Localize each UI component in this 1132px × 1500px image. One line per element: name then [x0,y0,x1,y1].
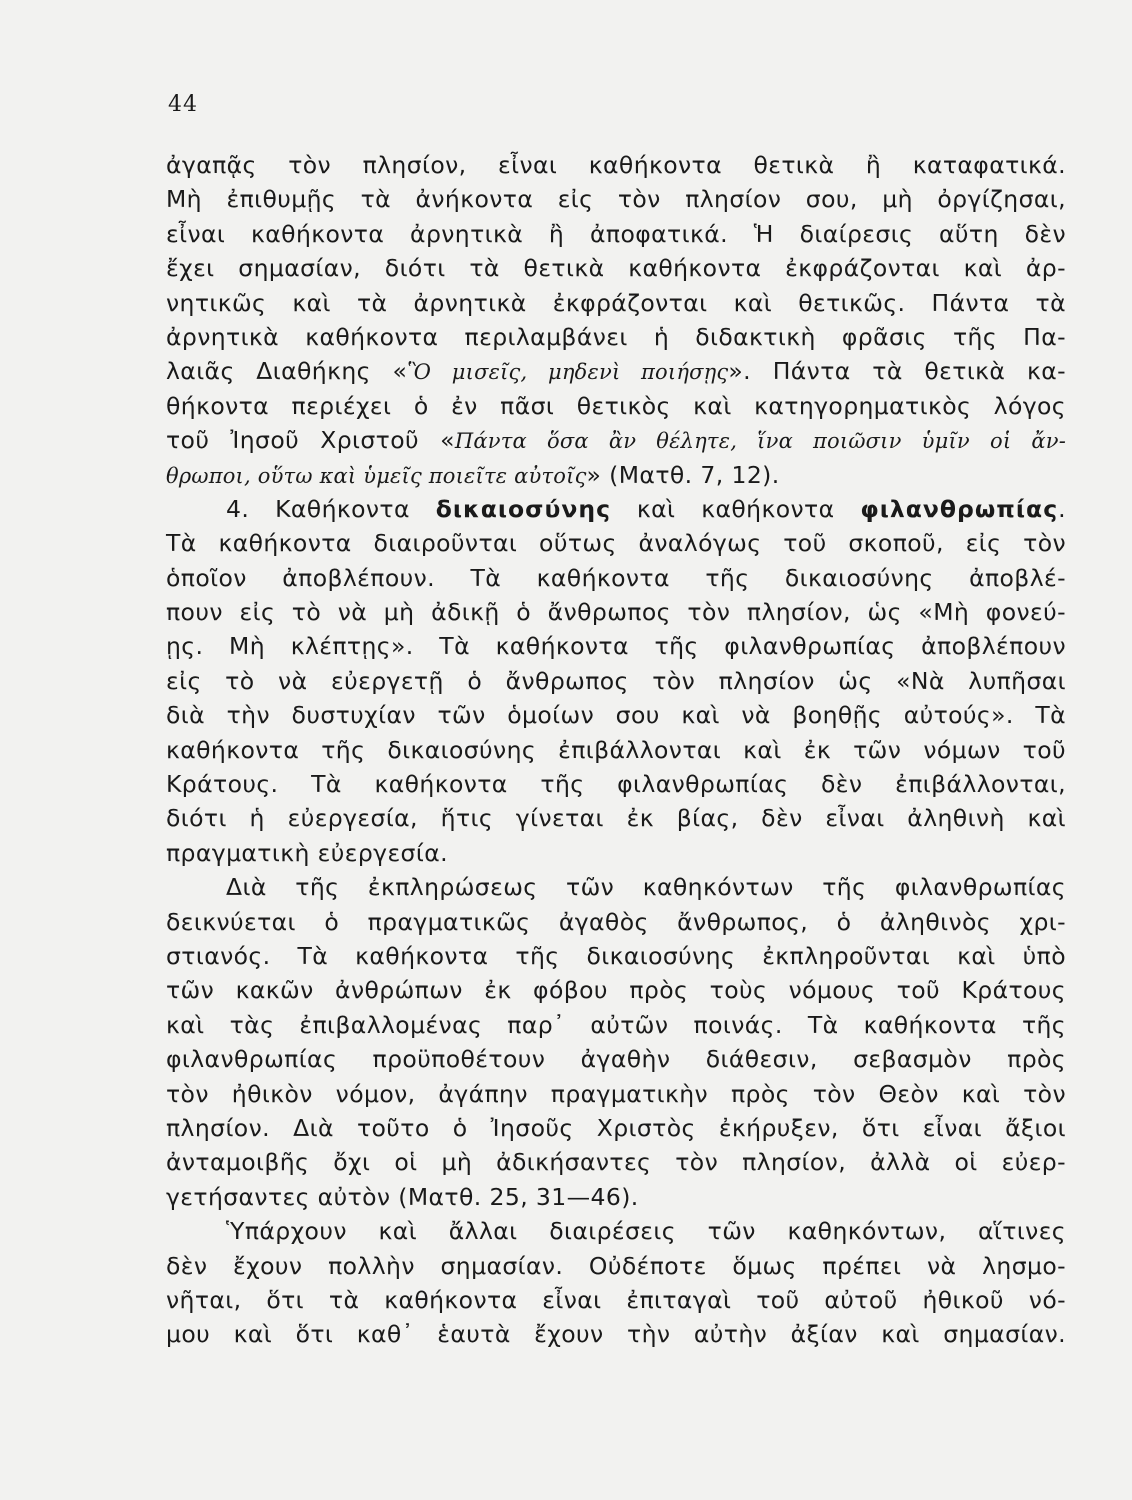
text-line [166,1008,1066,1042]
text-segment: δεικνύεται ὁ πραγματικῶς ἀγαθὸς ἄνθρωπος, ὁ ἀληθινὸς χρι- [166,907,1066,936]
text-segment: καθήκοντα τῆς δικαιοσύνης ἐπιβάλλονται καὶ ἐκ τῶν νόμων τοῦ [166,735,1066,764]
text-segment: νητικῶς καὶ τὰ ἀρνητικὰ ἐκφράζονται καὶ θετικῶς. Πάντα τὰ [166,288,1066,317]
text-line [166,423,1066,457]
text-line [166,217,1066,251]
text-segment: Κράτους. Τὰ καθήκοντα τῆς φιλανθρωπίας δὲν ἐπιβάλλονται, [166,770,1066,799]
text-line [166,1317,1066,1351]
text-line [166,973,1066,1007]
italic-text: θρωποι, οὕτω καὶ ὑμεῖς ποιεῖτε αὐτοῖς [166,463,587,488]
text-segment: διὰ τὴν δυστυχίαν τῶν ὁμοίων σου καὶ νὰ βοηθῇς αὐτούς». Τὰ [166,701,1066,730]
italic-text: Πάντα ὅσα ἂν θέλητε, ἵνα ποιῶσιν ὑμῖν οἱ ἄν- [454,429,1067,454]
text-line [166,698,1066,732]
page-number: 44 [168,92,198,117]
text-line [166,182,1066,216]
text-segment: στιανός. Τὰ καθήκοντα τῆς δικαιοσύνης ἐκπληροῦνται καὶ ὑπὸ [166,941,1066,970]
text-line [166,148,1066,182]
italic-text: Ὃ μισεῖς, μηδενὶ ποιήσῃς [407,360,729,385]
text-segment: ὁποῖον ἀποβλέπουν. Τὰ καθήκοντα τῆς δικαιοσύνης ἀποβλέ- [166,563,1066,592]
body-text [166,148,1066,1352]
text-line [166,1145,1066,1179]
text-segment: καὶ καθήκοντα [611,494,861,523]
text-line [166,526,1066,560]
text-segment: τοῦ Ἰησοῦ Χριστοῦ « [166,426,455,455]
text-line [166,389,1066,423]
text-segment: ἔχει σημασίαν, διότι τὰ θετικὰ καθήκοντα ἐκφράζονται καὶ ἀρ- [166,254,1066,283]
text-segment: ἀγαπᾷς τὸν πλησίον, εἶναι καθήκοντα θετικὰ ἢ καταφατικά. [166,151,1066,179]
text-segment: ῃς. Μὴ κλέπτῃς». Τὰ καθήκοντα τῆς φιλανθρωπίας ἀποβλέπουν [166,632,1066,661]
text-line [166,1249,1066,1283]
text-segment: ἀνταμοιβῆς ὄχι οἱ μὴ ἀδικήσαντες τὸν πλησίον, ἀλλὰ οἱ εὐερ- [166,1148,1066,1177]
text-segment: Ὑπάρχουν καὶ ἄλλαι διαιρέσεις τῶν καθηκόντων, αἵτινες [226,1217,1066,1246]
text-line [166,905,1066,939]
text-segment: » (Ματθ. 7, 12). [586,460,780,489]
text-segment: πουν εἰς τὸ νὰ μὴ ἀδικῇ ὁ ἄνθρωπος τὸν πλησίον, ὡς «Μὴ φονεύ- [166,598,1066,627]
text-segment: Διὰ τῆς ἐκπληρώσεως τῶν καθηκόντων τῆς φιλανθρωπίας [226,873,1066,902]
text-line [166,1283,1066,1317]
text-line [166,595,1066,629]
text-line [166,767,1066,801]
text-line [166,492,1066,526]
text-segment: ἀρνητικὰ καθήκοντα περιλαμβάνει ἡ διδακτικὴ φρᾶσις τῆς Πα- [166,322,1066,351]
text-segment: 4. Καθήκοντα [226,494,436,523]
text-line [166,836,1066,870]
text-segment: τὸν ἠθικὸν νόμον, ἀγάπην πραγματικὴν πρὸς τὸν Θεὸν καὶ τὸν [166,1079,1066,1108]
text-segment: γετήσαντες αὐτὸν (Ματθ. 25, 31—46). [166,1182,639,1211]
text-segment: εἰς τὸ νὰ εὐεργετῇ ὁ ἄνθρωπος τὸν πλησίον ὡς «Νὰ λυπῆσαι [166,666,1066,695]
text-segment: καὶ τὰς ἐπιβαλλομένας παρ᾽ αὐτῶν ποινάς. Τὰ καθήκοντα τῆς [166,1010,1066,1039]
text-line [166,629,1066,663]
text-line [166,251,1066,285]
bold-text: δικαιοσύνης [435,494,612,523]
text-line [166,458,1066,492]
text-segment: θήκοντα περιέχει ὁ ἐν πᾶσι θετικὸς καὶ κατηγορηματικὸς λόγος [166,391,1066,420]
text-segment: εἶναι καθήκοντα ἀρνητικὰ ἢ ἀποφατικά. Ἡ διαίρεσις αὕτη δὲν [166,219,1066,248]
text-line [166,1111,1066,1145]
text-segment: διότι ἡ εὐεργεσία, ἥτις γίνεται ἐκ βίας, δὲν εἶναι ἀληθινὴ καὶ [166,804,1066,833]
text-line [166,801,1066,835]
text-line [166,1077,1066,1111]
text-segment: μου καὶ ὅτι καθ᾽ ἑαυτὰ ἔχουν τὴν αὐτὴν ἀξίαν καὶ σημασίαν. [166,1320,1066,1349]
text-line [166,1214,1066,1248]
text-line [166,286,1066,320]
text-line [166,664,1066,698]
text-segment: ». Πάντα τὰ θετικὰ κα- [728,357,1066,386]
text-segment: . [1058,494,1066,523]
text-segment: πλησίον. Διὰ τοῦτο ὁ Ἰησοῦς Χριστὸς ἐκήρυξεν, ὅτι εἶναι ἄξιοι [166,1113,1066,1142]
text-segment: φιλανθρωπίας προϋποθέτουν ἀγαθὴν διάθεσιν, σεβασμὸν πρὸς [166,1045,1066,1074]
text-line [166,1180,1066,1214]
text-line [166,870,1066,904]
bold-text: φιλανθρωπίας [860,494,1059,523]
text-segment: πραγματικὴ εὐεργεσία. [166,838,448,867]
text-segment: Τὰ καθήκοντα διαιροῦνται οὕτως ἀναλόγως τοῦ σκοποῦ, εἰς τὸν [166,529,1066,558]
text-line [166,320,1066,354]
text-segment: νῆται, ὅτι τὰ καθήκοντα εἶναι ἐπιταγαὶ τοῦ αὐτοῦ ἠθικοῦ νό- [166,1285,1066,1314]
text-line [166,939,1066,973]
text-segment: Μὴ ἐπιθυμῇς τὰ ἀνήκοντα εἰς τὸν πλησίον σου, μὴ ὀργίζησαι, [166,185,1066,214]
text-line [166,1042,1066,1076]
text-segment: δὲν ἔχουν πολλὴν σημασίαν. Οὐδέποτε ὅμως πρέπει νὰ λησμο- [166,1251,1066,1280]
text-line [166,561,1066,595]
text-segment: λαιᾶς Διαθήκης « [166,357,408,386]
text-line [166,354,1066,388]
text-line [166,733,1066,767]
text-segment: τῶν κακῶν ἀνθρώπων ἐκ φόβου πρὸς τοὺς νόμους τοῦ Κράτους [166,976,1066,1005]
